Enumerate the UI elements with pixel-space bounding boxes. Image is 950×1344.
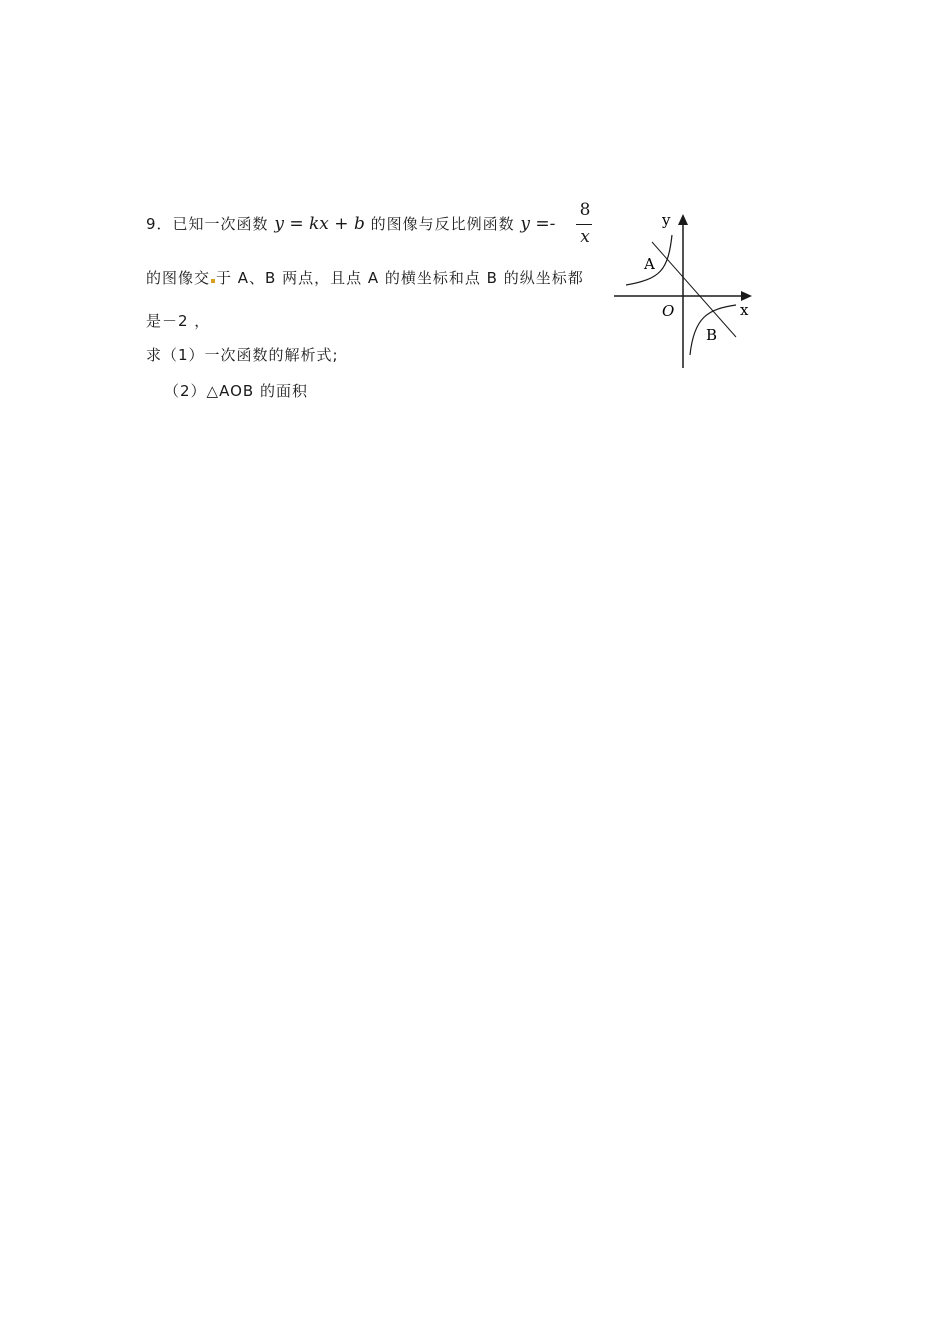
linear-equation: y = kx + b — [274, 214, 365, 234]
coordinate-figure — [600, 205, 770, 375]
inverse-equation-lhs: y =- — [520, 214, 556, 234]
problem-intro: 已知一次函数 — [172, 215, 269, 233]
question-1: 求（1）一次函数的解析式; — [146, 346, 339, 364]
origin-label: O — [662, 302, 675, 320]
fraction-bar — [576, 224, 592, 225]
question-2: （2）△AOB 的面积 — [164, 382, 308, 400]
problem-line-3: 是－2 ， — [146, 312, 211, 330]
inverse-denominator: x — [580, 227, 590, 247]
problem-line-2 — [146, 268, 584, 288]
problem-number: 9． — [146, 215, 173, 233]
linear-function-line — [652, 242, 736, 337]
problem-line-2b: 于 A、B 两点，且点 A 的横坐标和点 B 的纵坐标都 — [216, 269, 584, 287]
inverse-numerator: 8 — [579, 200, 591, 220]
problem-line-2a: 的图像交 — [146, 269, 211, 287]
y-axis-arrow — [678, 214, 688, 225]
x-axis-label: x — [740, 301, 749, 319]
highlight-mark — [211, 279, 215, 283]
problem-mid: 的图像与反比例函数 — [370, 215, 515, 233]
point-b-label: B — [706, 326, 718, 344]
y-axis-label: y — [662, 211, 671, 229]
problem-line-1 — [146, 214, 555, 234]
point-a-label: A — [644, 255, 655, 273]
x-axis-arrow — [741, 291, 752, 301]
